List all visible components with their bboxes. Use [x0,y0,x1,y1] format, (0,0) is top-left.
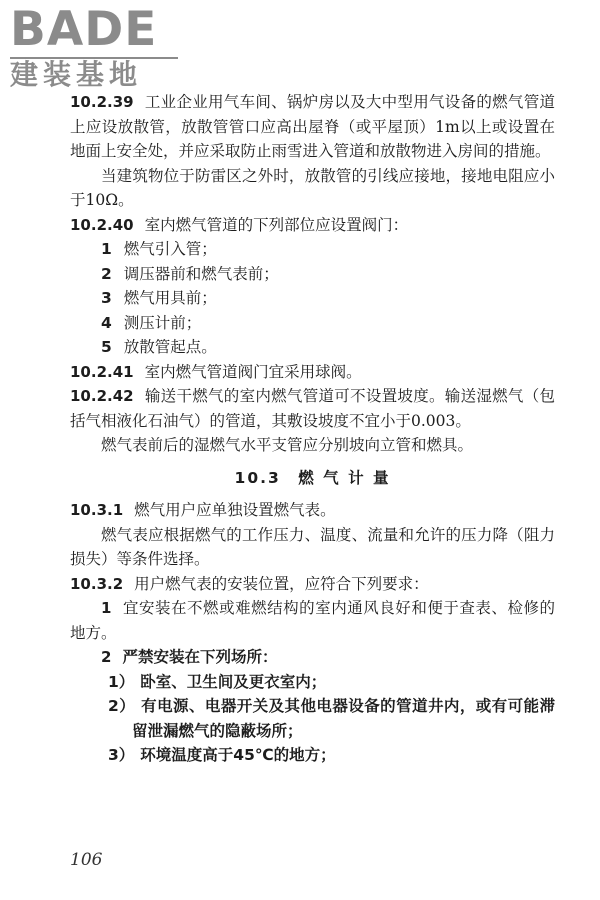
list-item [70,311,555,336]
logo-wordmark: BADE [10,2,158,57]
item-text: 燃气用具前； [123,289,217,307]
item-text: 放散管起点。 [123,338,217,356]
item-number: 1 [101,240,112,258]
clause-text: 室内燃气管道的下列部位应设置阀门： [144,215,409,234]
clause-10-2-39-para2: 当建筑物位于防雷区之外时，放散管的引线应接地，接地电阻应小于10Ω。 [70,166,555,209]
list-item [70,262,555,287]
page-number: 106 [70,850,103,870]
item-number: 1 [101,599,112,617]
bade-logo [10,4,180,90]
item-number: 3 [101,289,112,307]
sub-item-number: 2） [108,697,136,715]
sub-item-text: 卧室、卫生间及更衣室内； [140,672,327,691]
sub-item-text: 环境温度高于45℃的地方； [140,746,336,764]
clause-number: 10.3.2 [70,574,124,593]
section-heading: 10.3 燃 气 计 量 [234,468,391,487]
list-item [70,286,555,311]
clause-number: 10.2.42 [70,387,134,405]
clause-10-2-40 [70,213,555,238]
clause-10-3-1 [70,498,555,523]
item-text: 宜安装在不燃或难燃结构的室内通风良好和便于查表、检修的地方。 [70,599,555,642]
clause-text: 输送干燃气的室内燃气管道可不设置坡度。输送湿燃气（包括气相液化石油气）的管道，其敷设坡度不宜小于0.003。 [70,387,555,430]
clause-10-2-42 [70,384,555,433]
list-item [70,645,555,670]
clause-text: 室内燃气管道阀门宜采用球阀。 [144,362,362,381]
sub-item-text: 有电源、电器开关及其他电器设备的管道井内，或有可能滞留泄漏燃气的隐蔽场所； [132,697,555,740]
item-number: 5 [101,338,112,356]
document-body [70,90,555,768]
sub-item-number: 3） [108,746,135,764]
item-number: 2 [101,648,112,666]
clause-10-2-42-para2: 燃气表前后的湿燃气水平支管应分别坡向立管和燃具。 [101,436,474,454]
clause-number: 10.2.41 [70,362,134,381]
logo-subtitle: 建装基地 [10,58,143,91]
sub-item [70,670,555,695]
item-number: 2 [101,264,112,283]
clause-10-2-41 [70,360,555,385]
item-text: 测压计前； [123,313,202,332]
item-text: 调压器前和燃气表前； [123,264,279,283]
clause-number: 10.3.1 [70,501,124,519]
sub-item [70,694,555,743]
clause-text: 用户燃气表的安装位置，应符合下列要求： [134,574,429,593]
clause-text: 燃气用户应单独设置燃气表。 [134,501,336,519]
item-text: 燃气引入管； [123,240,217,258]
clause-10-3-2 [70,572,555,597]
sub-item [70,743,555,768]
list-item [70,335,555,360]
clause-10-3-1-para2: 燃气表应根据燃气的工作压力、温度、流量和允许的压力降（阻力损失）等条件选择。 [70,525,555,568]
clause-number: 10.2.39 [70,93,134,111]
list-item [70,596,555,645]
item-number: 4 [101,313,112,332]
clause-text: 工业企业用气车间、锅炉房以及大中型用气设备的燃气管道上应设放散管，放散管管口应高出屋脊（或平屋顶）1m以上或设置在地面上安全处，并应采取防止雨雪进入管道和放散物进入房间的措施。 [70,93,555,160]
sub-item-number: 1） [108,672,135,691]
item-text: 严禁安装在下列场所： [122,648,278,666]
clause-10-2-39 [70,90,555,164]
list-item [70,237,555,262]
clause-number: 10.2.40 [70,215,134,234]
